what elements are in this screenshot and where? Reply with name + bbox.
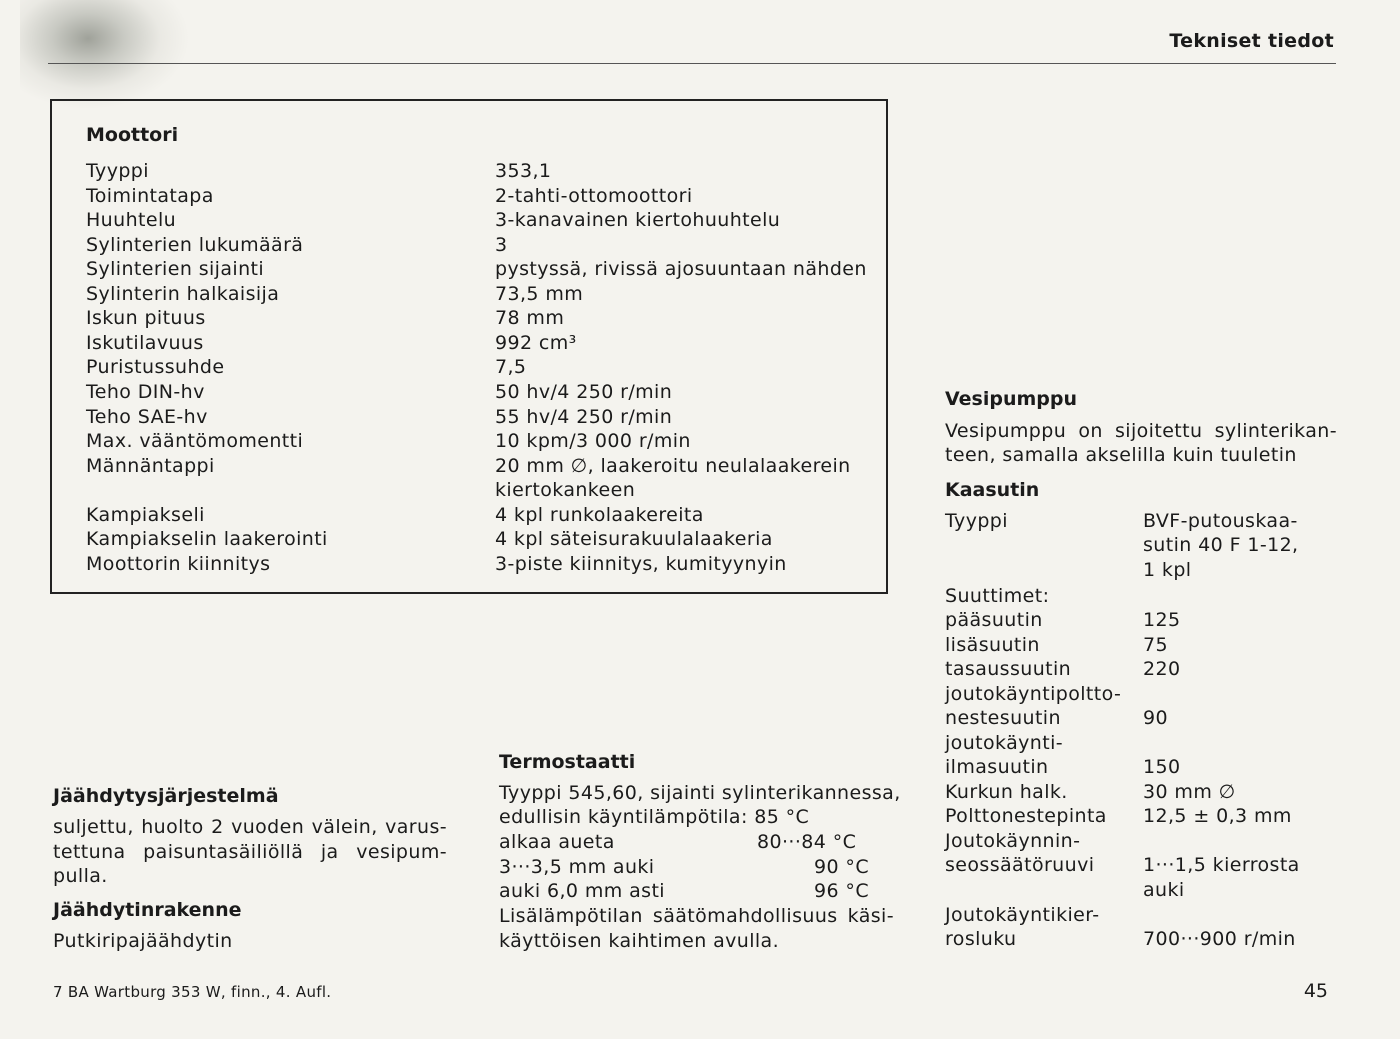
spec-label: Max. vääntömomentti xyxy=(86,430,304,452)
spec-label: Tyyppi xyxy=(86,160,149,182)
termostaatti-heading: Termostaatti xyxy=(499,751,636,773)
termostaatti-row-label: 3···3,5 mm auki xyxy=(499,856,655,878)
termostaatti-line: Tyyppi 545,60, sijainti sylinterikannessa, xyxy=(499,782,901,804)
kaasutin-row-label: rosluku xyxy=(945,928,1017,950)
kaasutin-tyyppi-value: 1 kpl xyxy=(1143,559,1192,581)
footer-imprint: 7 BA Wartburg 353 W, finn., 4. Aufl. xyxy=(53,983,332,1001)
kaasutin-row-label: nestesuutin xyxy=(945,707,1061,729)
spec-value: 4 kpl runkolaakereita xyxy=(495,504,704,526)
termostaatti-row-label: alkaa aueta xyxy=(499,831,615,853)
kaasutin-row-label: ilmasuutin xyxy=(945,756,1049,778)
spec-value: 3-piste kiinnitys, kumityynyin xyxy=(495,553,787,575)
spec-value: pystyssä, rivissä ajosuuntaan nähden xyxy=(495,258,867,280)
termostaatti-line: Lisälämpötilan säätömahdollisuus käsi- xyxy=(499,905,894,927)
kaasutin-row-label: pääsuutin xyxy=(945,609,1043,631)
header-rule xyxy=(48,63,1336,64)
kaasutin-row-value: 125 xyxy=(1143,609,1181,631)
kaasutin-row-label: Kurkun halk. xyxy=(945,781,1068,803)
spec-label: Iskutilavuus xyxy=(86,332,204,354)
kaasutin-row-label: joutokäynti- xyxy=(945,732,1064,754)
spec-label: Kampiakselin laakerointi xyxy=(86,528,328,550)
spec-label: Männäntappi xyxy=(86,455,215,477)
termostaatti-row-value: 90 °C xyxy=(814,856,869,878)
page-number: 45 xyxy=(1303,980,1328,1002)
spec-value: 3 xyxy=(495,234,508,256)
termostaatti-row-value: 96 °C xyxy=(814,880,869,902)
jaahdytinrakenne-text: Putkiripajäähdytin xyxy=(53,930,233,952)
kaasutin-row-label: Joutokäyntikier- xyxy=(945,904,1100,926)
kaasutin-tyyppi-value: sutin 40 F 1-12, xyxy=(1143,534,1299,556)
spec-value: 50 hv/4 250 r/min xyxy=(495,381,673,403)
vesipumppu-line: Vesipumppu on sijoitettu sylinterikan- xyxy=(945,420,1337,442)
kaasutin-row-label: joutokäyntipoltto- xyxy=(945,683,1122,705)
kaasutin-row-label: lisäsuutin xyxy=(945,634,1040,656)
spec-value: 4 kpl säteisurakuulalaakeria xyxy=(495,528,773,550)
jaahdytys-line: tettuna paisuntasäiliöllä ja vesipum- xyxy=(53,841,447,863)
termostaatti-row-value: 80···84 °C xyxy=(757,831,857,853)
kaasutin-row-value: 220 xyxy=(1143,658,1181,680)
spec-label: Sylinterin halkaisija xyxy=(86,283,280,305)
kaasutin-row-value: 700···900 r/min xyxy=(1143,928,1296,950)
vesipumppu-line: teen, samalla akselilla kuin tuuletin xyxy=(945,444,1297,466)
spec-label: Kampiakseli xyxy=(86,504,205,526)
kaasutin-row-value: 12,5 ± 0,3 mm xyxy=(1143,805,1292,827)
jaahdytys-line: suljettu, huolto 2 vuoden välein, varus- xyxy=(53,816,447,838)
kaasutin-row-value: auki xyxy=(1143,879,1185,901)
spec-label: Iskun pituus xyxy=(86,307,206,329)
kaasutin-row-value: 150 xyxy=(1143,756,1181,778)
jaahdytys-line: pulla. xyxy=(53,865,108,887)
spec-value: kiertokankeen xyxy=(495,479,636,501)
page-stain xyxy=(20,0,190,110)
spec-value: 78 mm xyxy=(495,307,565,329)
kaasutin-row-value: 75 xyxy=(1143,634,1168,656)
spec-label: Teho SAE-hv xyxy=(86,406,208,428)
kaasutin-row-value: 1···1,5 kierrosta xyxy=(1143,854,1300,876)
spec-value: 10 kpm/3 000 r/min xyxy=(495,430,691,452)
moottori-heading: Moottori xyxy=(86,124,179,146)
spec-value: 7,5 xyxy=(495,356,527,378)
spec-label: Huuhtelu xyxy=(86,209,177,231)
kaasutin-heading: Kaasutin xyxy=(945,479,1040,501)
termostaatti-row-label: auki 6,0 mm asti xyxy=(499,880,665,902)
spec-label: Teho DIN-hv xyxy=(86,381,205,403)
spec-value: 992 cm³ xyxy=(495,332,577,354)
kaasutin-tyyppi-label: Tyyppi xyxy=(945,510,1008,532)
spec-label: Sylinterien sijainti xyxy=(86,258,265,280)
spec-value: 2-tahti-ottomoottori xyxy=(495,185,693,207)
kaasutin-tyyppi-value: BVF-putouskaa- xyxy=(1143,510,1298,532)
suuttimet-label: Suuttimet: xyxy=(945,585,1050,607)
jaahdytinrakenne-heading: Jäähdytinrakenne xyxy=(53,899,242,921)
spec-label: Puristussuhde xyxy=(86,356,225,378)
termostaatti-line: edullisin käyntilämpötila: 85 °C xyxy=(499,806,810,828)
spec-label: Sylinterien lukumäärä xyxy=(86,234,304,256)
spec-value: 73,5 mm xyxy=(495,283,584,305)
kaasutin-row-label: Joutokäynnin- xyxy=(945,830,1081,852)
page-header-title: Tekniset tiedot xyxy=(1169,30,1334,52)
vesipumppu-heading: Vesipumppu xyxy=(945,388,1078,410)
kaasutin-row-label: seossäätöruuvi xyxy=(945,854,1095,876)
spec-value: 55 hv/4 250 r/min xyxy=(495,406,673,428)
spec-value: 353,1 xyxy=(495,160,552,182)
kaasutin-row-label: tasaussuutin xyxy=(945,658,1072,680)
kaasutin-row-label: Polttonestepinta xyxy=(945,805,1107,827)
jaahdytys-heading: Jäähdytysjärjestelmä xyxy=(53,785,279,807)
termostaatti-line: käyttöisen kaihtimen avulla. xyxy=(499,930,780,952)
spec-value: 3-kanavainen kiertohuuhtelu xyxy=(495,209,781,231)
spec-label: Toimintatapa xyxy=(86,185,214,207)
spec-value: 20 mm ∅, laakeroitu neulalaakerein xyxy=(495,455,851,477)
kaasutin-row-value: 90 xyxy=(1143,707,1168,729)
spec-label: Moottorin kiinnitys xyxy=(86,553,271,575)
kaasutin-row-value: 30 mm ∅ xyxy=(1143,781,1236,803)
